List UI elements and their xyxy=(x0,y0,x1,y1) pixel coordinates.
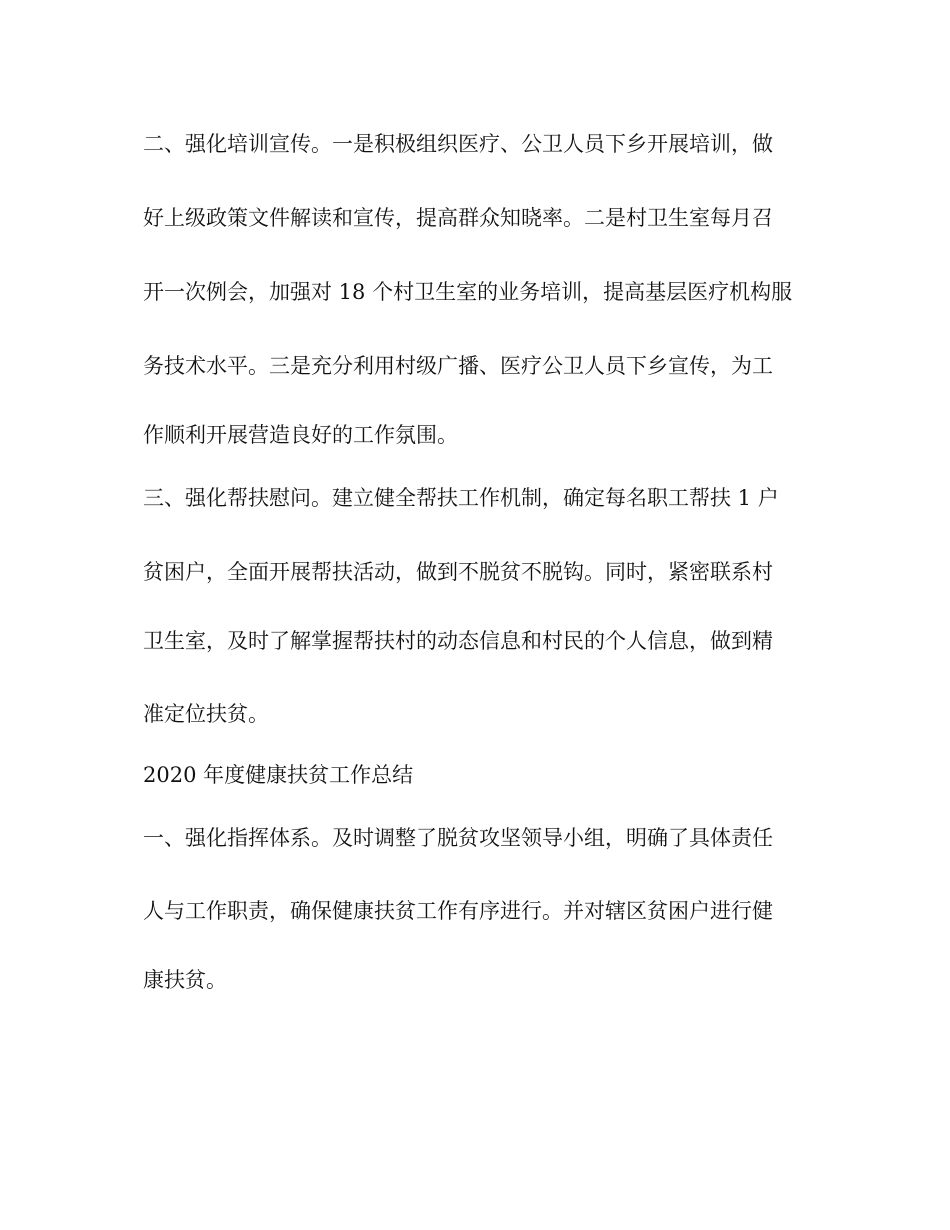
paragraph-1-line-2: 人与工作职责，确保健康扶贫工作有序进行。并对辖区贫困户进行健 xyxy=(143,899,773,923)
paragraph-2-line-2: 好上级政策文件解读和宣传，提高群众知晓率。二是村卫生室每月召 xyxy=(143,206,773,230)
paragraph-2-line-1: 二、强化培训宣传。一是积极组织医疗、公卫人员下乡开展培训，做 xyxy=(143,132,773,156)
paragraph-3-line-4: 准定位扶贫。 xyxy=(143,702,269,726)
paragraph-2-line-3: 开一次例会，加强对 18 个村卫生室的业务培训，提高基层医疗机构服 xyxy=(143,280,793,304)
paragraph-3-line-1: 三、强化帮扶慰问。建立健全帮扶工作机制，确定每名职工帮扶 1 户 xyxy=(143,486,779,510)
paragraph-2-line-4: 务技术水平。三是充分利用村级广播、医疗公卫人员下乡宣传，为工 xyxy=(143,354,773,378)
paragraph-3-line-3: 卫生室，及时了解掌握帮扶村的动态信息和村民的个人信息，做到精 xyxy=(143,629,773,653)
paragraph-3-line-2: 贫困户，全面开展帮扶活动，做到不脱贫不脱钩。同时，紧密联系村 xyxy=(143,560,773,584)
section-title: 2020 年度健康扶贫工作总结 xyxy=(143,763,414,787)
paragraph-1-line-3: 康扶贫。 xyxy=(143,968,227,992)
paragraph-2-line-5: 作顺利开展营造良好的工作氛围。 xyxy=(143,423,458,447)
paragraph-1-line-1: 一、强化指挥体系。及时调整了脱贫攻坚领导小组，明确了具体责任 xyxy=(143,826,773,850)
